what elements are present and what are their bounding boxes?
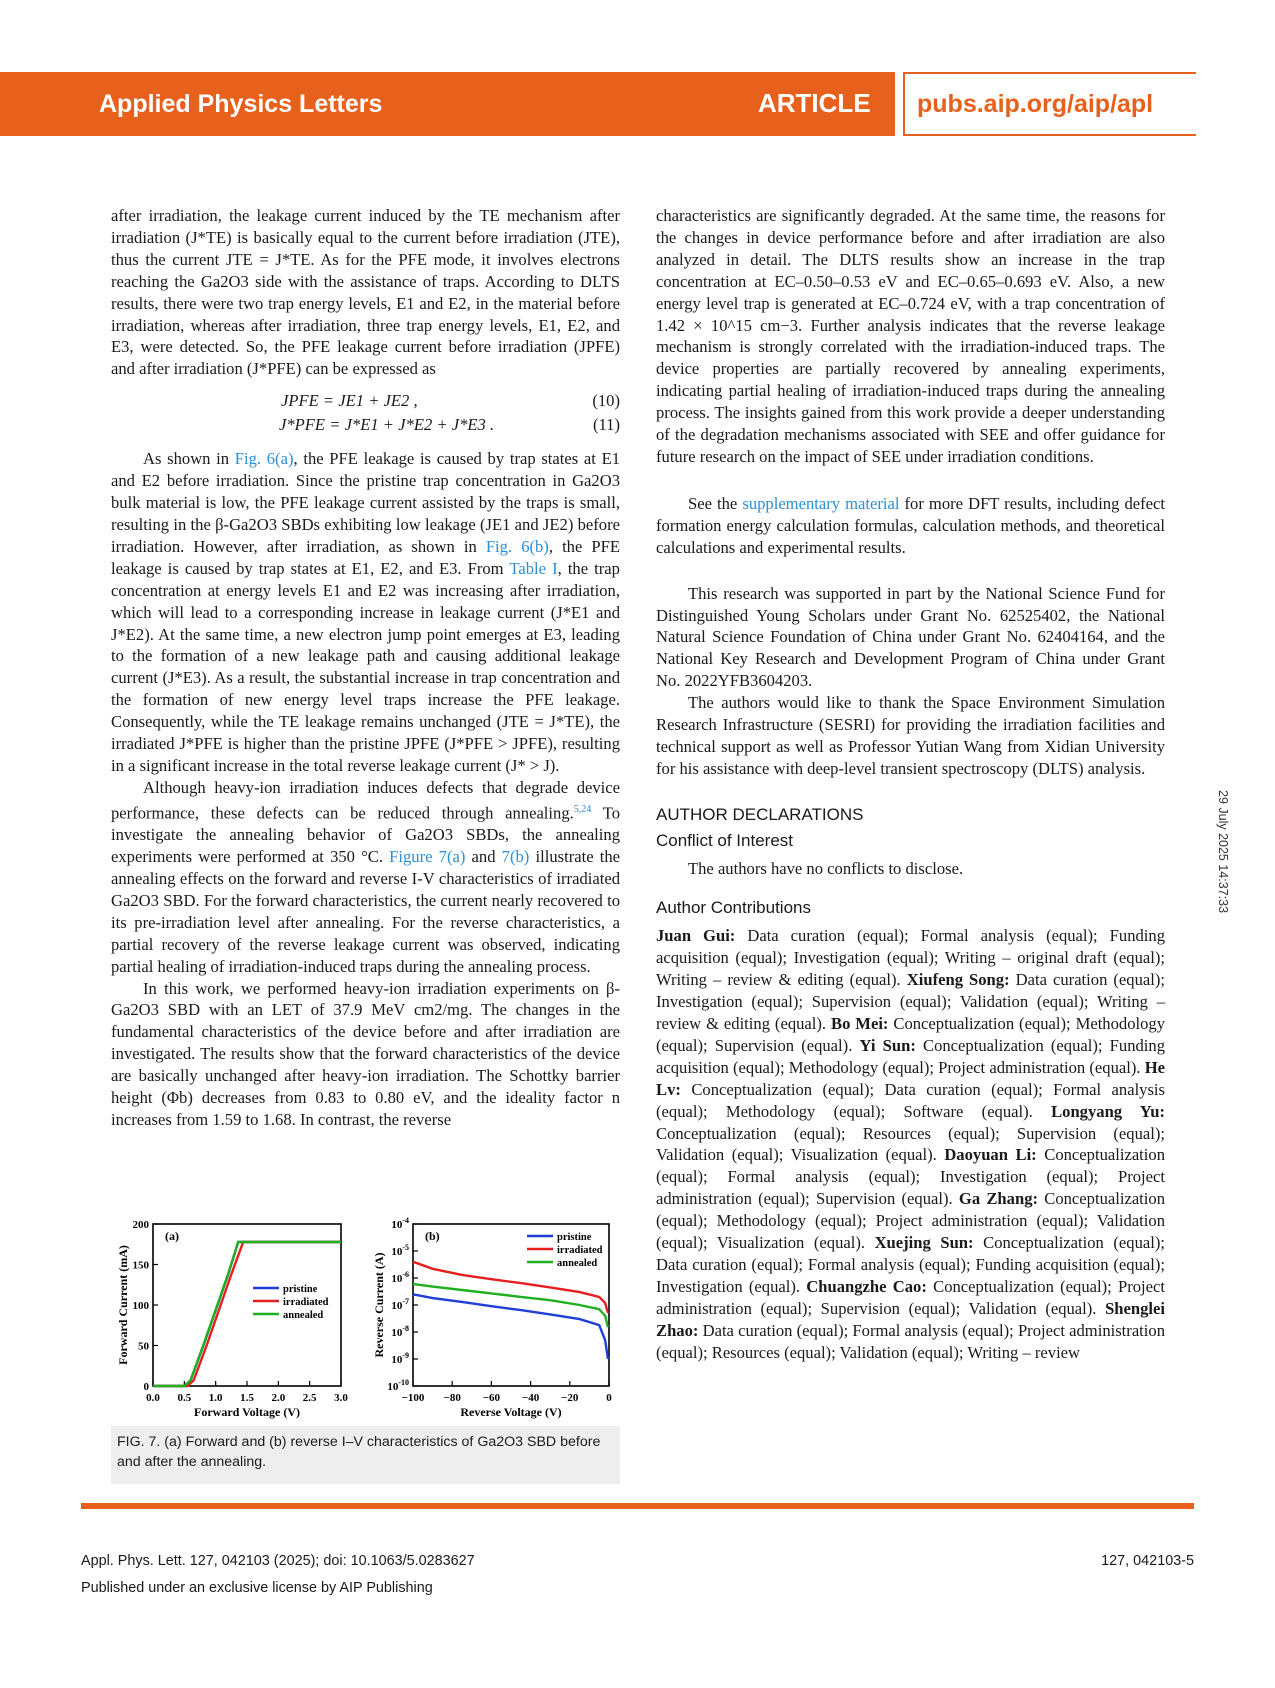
- figure-link[interactable]: Fig. 6(b): [485, 536, 549, 556]
- contributor-roles: Data curation (equal); Formal analysis (equal); Project administration (equal); Resources (equal); Validation (equal); Writing – review: [656, 1320, 1165, 1362]
- legend-label-annealed: annealed: [557, 1258, 598, 1269]
- y-tick-label: $10^{-8}$: [391, 1324, 409, 1339]
- download-timestamp: 29 July 2025 14:37:33: [1216, 790, 1230, 914]
- panel-label: (a): [165, 1229, 179, 1243]
- x-tick-label: 0.0: [146, 1392, 160, 1404]
- contributor-roles: Data curation (equal); Formal analysis (equal); Funding acquisition (equal); Investigation (equal); Writing – original draft (equal); Writing – review & editing (equal).: [656, 926, 1165, 990]
- body-paragraph: Although heavy-ion irradiation induces defects that degrade device performance, these defects can be reduced through annealing.$^{5,24}$ To investigate the annealing behavior of Ga2O3 SBDs, the annealing experiments were performed at 350 °C. Figure 7(a) and 7(b) illustrate the annealing effects on the forward and reverse I-V characteristics of irradiated Ga2O3 SBD. For the forward characteristics, the current nearly recovered to its pre-irradiation level after annealing. For the reverse characteristics, a partial recovery of the reverse leakage current was observed, indicating partial healing of irradiation-induced traps during the annealing process.: [111, 777, 621, 976]
- body-paragraph: In this work, we performed heavy-ion irradiation experiments on β-Ga2O3 SBD with an LET of 37.9 MeV cm2/mg. The changes in the fundamental characteristics of the device before and after irradiation are investigated. The results show that the forward characteristics of the device are basically unchanged after heavy-ion irradiation. The Schottky barrier height (Φb) decreases from 0.83 to 0.80 eV, and the ideality factor n increases from 1.59 to 1.68. In contrast, the reverse: [111, 978, 620, 1129]
- y-tick-label: 50: [138, 1340, 149, 1353]
- chart-panel-b: [372, 1216, 612, 1419]
- x-axis-label: Reverse Voltage (V): [460, 1405, 562, 1419]
- y-tick-label: 100: [132, 1300, 149, 1312]
- y-tick-label: $10^{-9}$: [391, 1351, 409, 1366]
- author-contributions: [656, 925, 1165, 1363]
- x-tick-label: −60: [482, 1392, 501, 1404]
- y-tick-label: $10^{-7}$: [391, 1297, 409, 1312]
- contributor-name: Ga Zhang:: [958, 1189, 1039, 1209]
- contributor-name: Xiufeng Song:: [906, 970, 1010, 990]
- contributor-name: Shenglei Zhao:: [656, 1298, 1165, 1340]
- x-tick-label: −40: [521, 1392, 540, 1404]
- contributor-name: Xuejing Sun:: [874, 1233, 974, 1253]
- body-paragraph: As shown in Fig. 6(a), the PFE leakage is caused by trap states at E1 and E2 before irradiation. Since the pristine trap concentration in Ga2O3 bulk material is low, the PFE leakage current assisted by the traps is small, resulting in the β-Ga2O3 SBDs exhibiting low leakage (JE1 and JE2) before irradiation. However, after irradiation, as shown in Fig. 6(b), the PFE leakage is caused by trap states at E1, E2, and E3. From Table I, the trap concentration at energy levels E1 and E2 was increasing after irradiation, which will lead to a corresponding increase in leakage current (J*E1 and J*E2). At the same time, a new electron jump point emerges at E3, leading to the formation of a new leakage path and causing additional leakage current (J*E3). As a result, the substantial increase in trap concentration and the formation of new energy level traps increase the PFE leakage. Consequently, while the TE leakage remains unchanged (JTE = J*TE), the irradiated J*PFE is higher than the pristine JPFE (J*PFE > JPFE), resulting in a significant increase in the total reverse leakage current (J* > J).: [111, 449, 621, 775]
- legend-label-pristine: pristine: [283, 1284, 318, 1295]
- equation-expression: JPFE = JE1 + JE2 ,: [281, 391, 418, 411]
- x-tick-label: 0.5: [177, 1392, 192, 1404]
- x-tick-label: −20: [561, 1392, 579, 1404]
- legend-label-irradiated: irradiated: [283, 1297, 329, 1308]
- panel-label: (b): [425, 1229, 440, 1243]
- y-tick-label: $10^{-4}$: [391, 1216, 409, 1231]
- equation-11: [111, 414, 620, 438]
- section-heading: AUTHOR DECLARATIONS: [656, 804, 864, 824]
- y-axis-label: Forward Current (mA): [116, 1245, 130, 1365]
- y-axis-label: Reverse Current (A): [372, 1252, 386, 1358]
- y-tick-label: 200: [132, 1219, 149, 1231]
- conflict-statement: The authors have no conflicts to disclose.: [688, 858, 964, 878]
- article-type-label: ARTICLE: [758, 88, 871, 118]
- page-number: 127, 042103-5: [1101, 1553, 1194, 1569]
- x-tick-label: 2.0: [271, 1392, 286, 1404]
- acknowledgment-paragraph: The authors would like to thank the Space Environment Simulation Research Infrastructure (SESRI) for providing the irradiation facilities and technical support as well as Professor Yutian Wang from Xidian University for his assistance with deep-level transient spectroscopy (DLTS) analysis.: [656, 693, 1165, 778]
- supplementary-paragraph: See the supplementary material for more DFT results, including defect formation energy calculation formulas, calculation methods, and theoretical calculations and experimental results.: [656, 493, 1165, 557]
- journal-title: Applied Physics Letters: [99, 90, 383, 118]
- legend-label-irradiated: irradiated: [557, 1245, 603, 1256]
- equation-number: (11): [592, 415, 620, 435]
- figure-7-plots: [111, 1212, 620, 1422]
- supplementary-link[interactable]: supplementary material: [742, 493, 900, 513]
- legend-label-annealed: annealed: [283, 1310, 324, 1321]
- legend-label-pristine: pristine: [557, 1232, 592, 1243]
- contributor-name: Bo Mei:: [831, 1014, 889, 1033]
- x-axis-label: Forward Voltage (V): [194, 1405, 300, 1419]
- figure-caption: FIG. 7. (a) Forward and (b) reverse I–V characteristics of Ga2O3 SBD before and after the annealing.: [117, 1434, 601, 1470]
- figure-link[interactable]: 7(b): [501, 847, 530, 867]
- figure-link[interactable]: Figure 7(a): [389, 847, 466, 867]
- left-column: [111, 205, 620, 1131]
- x-tick-label: −100: [401, 1392, 425, 1404]
- x-tick-label: 2.5: [302, 1392, 317, 1404]
- right-column: [656, 205, 1165, 1364]
- contributor-roles: Conceptualization (equal); Funding acquisition (equal); Methodology (equal); Project administration (equal).: [656, 1035, 1165, 1077]
- contributor-roles: Conceptualization (equal); Formal analysis (equal); Investigation (equal); Project administration (equal); Supervision (equal).: [656, 1145, 1165, 1209]
- y-tick-label: $10^{-5}$: [391, 1243, 409, 1258]
- y-tick-label: 150: [132, 1259, 149, 1272]
- contributor-roles: Conceptualization (equal); Resources (equal); Supervision (equal); Validation (equal); Visualization (equal).: [656, 1123, 1165, 1165]
- body-paragraph: after irradiation, the leakage current induced by the TE mechanism after irradiation (J*TE) is basically equal to the current before irradiation (JTE), thus the current JTE = J*TE. As for the PFE mode, it involves electrons reaching the Ga2O3 side with the assistance of traps. According to DLTS results, there were two trap energy levels, E1 and E2, in the material before irradiation, whereas after irradiation, three trap energy levels, E1, E2, and E3, were detected. So, the PFE leakage current before irradiation (JPFE) and after irradiation (J*PFE) can be expressed as: [111, 206, 620, 379]
- y-tick-label: 0: [143, 1381, 149, 1393]
- chart-panel-a: [116, 1219, 348, 1419]
- subsection-heading: Author Contributions: [656, 898, 811, 918]
- contributor-name: Chuangzhe Cao:: [806, 1276, 927, 1296]
- y-tick-label: $10^{-6}$: [391, 1270, 409, 1285]
- reference-link[interactable]: 5,24: [573, 803, 592, 815]
- footer-rule: [81, 1503, 1194, 1509]
- x-tick-label: 3.0: [334, 1392, 348, 1404]
- citation-line: Appl. Phys. Lett. 127, 042103 (2025); doi: 10.1063/5.0283627: [81, 1553, 475, 1569]
- figure-link[interactable]: Fig. 6(a): [234, 449, 294, 469]
- contributor-name: Juan Gui:: [656, 926, 736, 946]
- contributor-roles: Conceptualization (equal); Data curation (equal); Formal analysis (equal); Funding acquisition (equal); Investigation (equal).: [656, 1233, 1165, 1296]
- contributor-roles: Conceptualization (equal); Project administration (equal); Supervision (equal); Validation (equal).: [656, 1276, 1165, 1318]
- x-tick-label: 1.0: [208, 1392, 223, 1404]
- contributor-roles: Conceptualization (equal); Methodology (equal); Supervision (equal).: [656, 1014, 1165, 1055]
- contributor-name: He Lv:: [656, 1057, 1165, 1099]
- y-tick-label: $10^{-10}$: [387, 1378, 409, 1393]
- x-tick-label: 0: [606, 1392, 612, 1404]
- publisher-line: Published under an exclusive license by AIP Publishing: [81, 1580, 433, 1596]
- equation-number: (10): [592, 391, 620, 411]
- x-tick-label: 1.5: [240, 1392, 254, 1404]
- equation-10: [111, 390, 620, 414]
- contributor-roles: Conceptualization (equal); Data curation (equal); Formal analysis (equal); Methodology (equal); Software (equal).: [656, 1079, 1165, 1121]
- contributor-name: Longyang Yu:: [1051, 1101, 1165, 1121]
- contributor-roles: Data curation (equal); Investigation (equal); Supervision (equal); Validation (equal); Writing – review & editing (equal).: [656, 970, 1166, 1033]
- equation-expression: J*PFE = J*E1 + J*E2 + J*E3 .: [279, 415, 495, 435]
- contributor-name: Yi Sun:: [859, 1035, 916, 1055]
- subsection-heading: Conflict of Interest: [656, 830, 794, 850]
- contributor-name: Daoyuan Li:: [944, 1145, 1037, 1165]
- acknowledgment-paragraph: This research was supported in part by the National Science Fund for Distinguished Young Scholars under Grant No. 62525402, the National Natural Science Foundation of China under Grant No. 62404164, and the National Key Research and Development Program of China under Grant No. 2022YFB3604203.: [656, 583, 1165, 691]
- series-line-annealed: [413, 1284, 608, 1327]
- table-link[interactable]: Table I: [509, 558, 558, 578]
- contributor-roles: Conceptualization (equal); Methodology (equal); Project administration (equal); Validation (equal); Visualization (equal).: [656, 1189, 1165, 1253]
- body-paragraph: characteristics are significantly degraded. At the same time, the reasons for the changes in device performance before and after irradiation are also analyzed in detail. The DLTS results show an increase in the trap concentration at EC–0.50–0.53 eV and EC–0.65–0.693 eV. Also, a new energy level trap is generated at EC–0.724 eV, with a trap concentration of 1.42 × 10^15 cm−3. Further analysis indicates that the reverse leakage mechanism is strongly correlated with the irradiation-induced traps. The device properties are partially recovered by annealing experiments, indicating partial healing of irradiation-induced traps during the annealing process. The insights gained from this work provide a deeper understanding of the degradation mechanisms associated with SEE and offer guidance for future research on the impact of SEE under irradiation conditions.: [656, 206, 1165, 466]
- figure-caption-box: [111, 1426, 620, 1484]
- journal-url-link[interactable]: pubs.aip.org/aip/apl: [917, 90, 1154, 118]
- x-tick-label: −80: [443, 1392, 461, 1404]
